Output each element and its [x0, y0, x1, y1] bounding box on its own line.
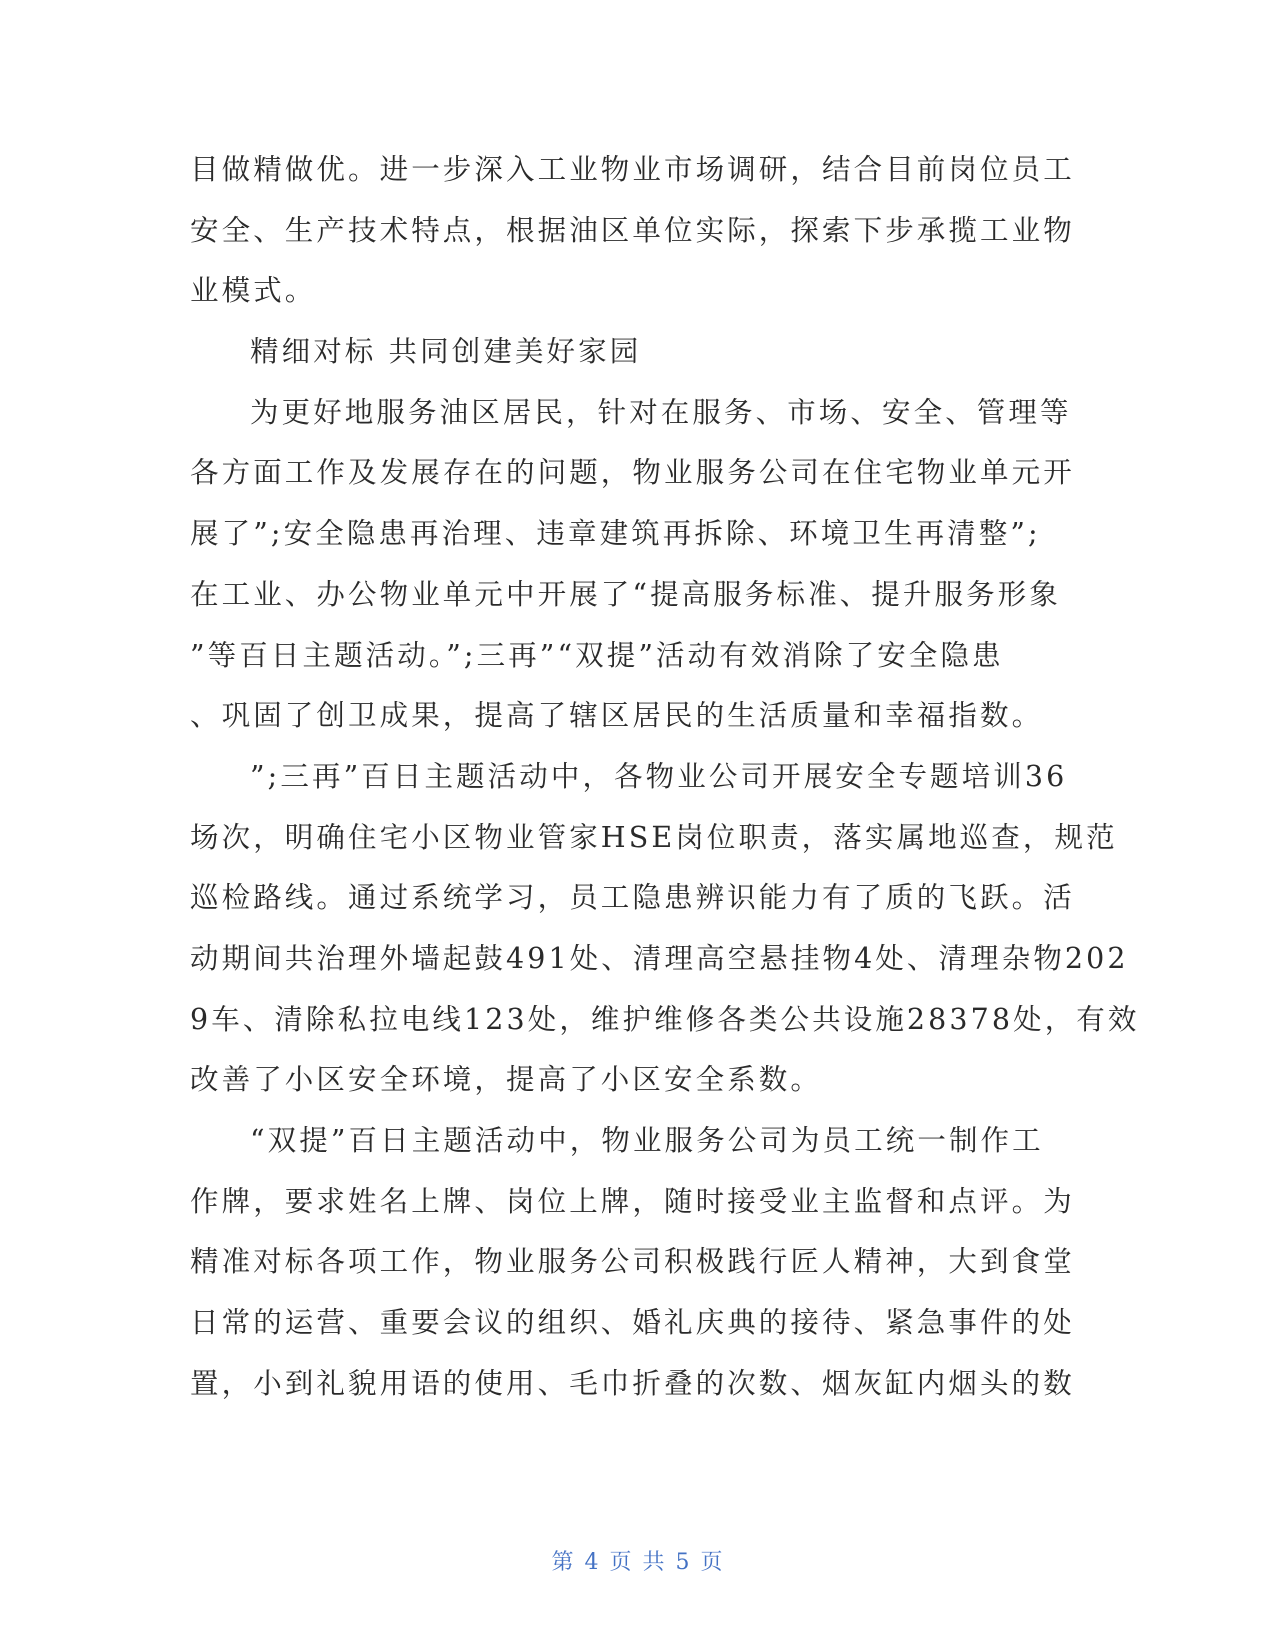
text-line: 在工业、办公物业单元中开展了“提高服务标准、提升服务形象	[190, 577, 1061, 611]
section-heading-fine-benchmarking	[190, 322, 1080, 383]
text-line: ”;三再”百日主题活动中，各物业公司开展安全专题培训36	[250, 759, 1068, 793]
text-line: 改善了小区安全环境，提高了小区安全系数。	[190, 1063, 823, 1097]
text-line: 各方面工作及发展存在的问题，物业服务公司在住宅物业单元开	[190, 456, 1075, 490]
page-number-footer	[0, 1545, 1275, 1576]
text-line: 、巩固了创卫成果，提高了辖区居民的生活质量和幸福指数。	[190, 699, 1044, 733]
current-page-number: 4	[584, 1550, 600, 1575]
text-line: 作牌，要求姓名上牌、岗位上牌，随时接受业主监督和点评。为	[190, 1184, 1075, 1218]
paragraph-double-improvement	[190, 1111, 1080, 1414]
paragraph-industrial-property	[190, 140, 1080, 322]
text-line: 日常的运营、重要会议的组织、婚礼庆典的接待、紧急事件的处	[190, 1306, 1075, 1340]
footer-page-word: 页	[609, 1550, 633, 1575]
footer-suffix: 页	[700, 1550, 724, 1575]
text-line: 精准对标各项工作，物业服务公司积极践行匠人精神，大到食堂	[190, 1245, 1075, 1279]
text-line: 展了”;安全隐患再治理、违章建筑再拆除、环境卫生再清整”;	[190, 517, 1041, 551]
text-line: 置，小到礼貌用语的使用、毛巾折叠的次数、烟灰缸内烟头的数	[190, 1366, 1075, 1400]
text-line: “双提”百日主题活动中，物业服务公司为员工统一制作工	[250, 1124, 1044, 1157]
footer-total-word: 共	[642, 1550, 666, 1575]
paragraph-hundred-day-activity	[190, 383, 1080, 747]
text-line: ”等百日主题活动。”;三再”“双提”活动有效消除了安全隐患	[190, 638, 1004, 672]
text-line: 业模式。	[190, 274, 317, 308]
paragraph-safety-training	[190, 747, 1140, 1111]
section-heading: 精细对标 共同创建美好家园	[250, 335, 642, 369]
footer-prefix: 第	[551, 1550, 575, 1575]
text-line: 目做精做优。进一步深入工业物业市场调研，结合目前岗位员工	[190, 153, 1075, 186]
text-line: 场次，明确住宅小区物业管家HSE岗位职责，落实属地巡查，规范	[190, 820, 1118, 854]
text-line: 动期间共治理外墙起鼓491处、清理高空悬挂物4处、清理杂物202	[190, 941, 1129, 975]
total-page-number: 5	[675, 1550, 691, 1575]
text-line: 为更好地服务油区居民，针对在服务、市场、安全、管理等	[250, 395, 1072, 429]
text-line: 巡检路线。通过系统学习，员工隐患辨识能力有了质的飞跃。活	[190, 881, 1075, 915]
document-body	[190, 140, 1140, 1414]
text-line: 9车、清除私拉电线123处，维护维修各类公共设施28378处，有效	[190, 1002, 1140, 1036]
text-line: 安全、生产技术特点，根据油区单位实际，探索下步承揽工业物	[190, 213, 1075, 247]
